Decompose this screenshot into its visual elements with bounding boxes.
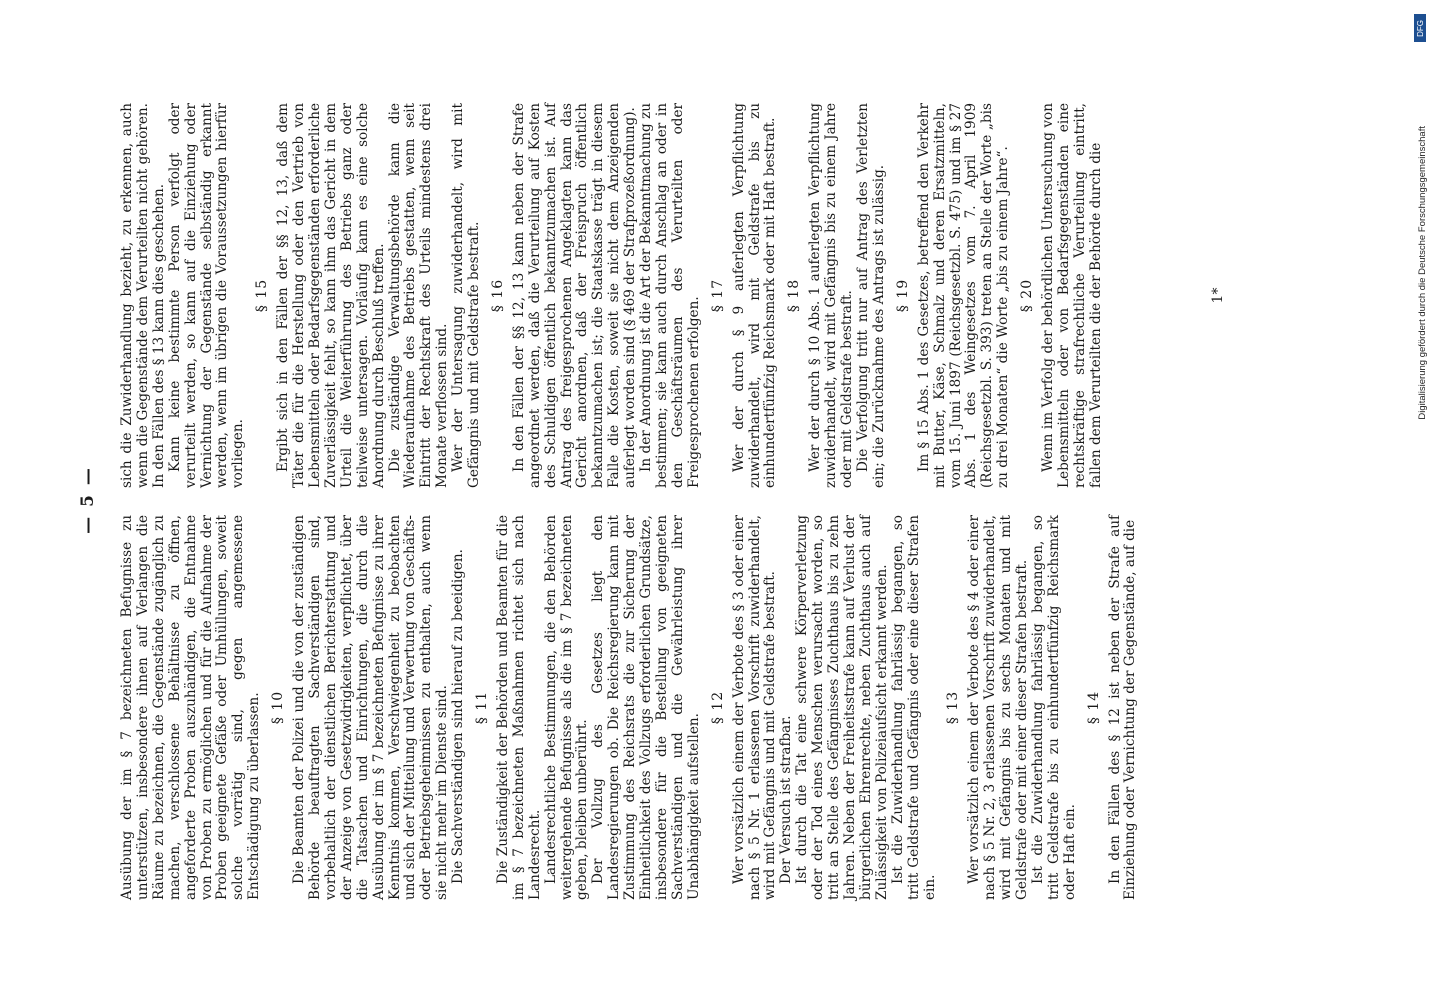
paragraph: Kann keine bestimmte Person verfolgt oder verurteilt werden, so kann auf die Einziehung oder Vernichtung der Gegenstände selbständig erkannt werden, wenn im übrigen die Voraussetzungen hierfür vorliegen. — [166, 103, 247, 488]
paragraph: Ist die Zuwiderhandlung fahrlässig begangen, so tritt Geldstrafe bis zu einhundertfünfzig Reichsmark oder Haft ein. — [1029, 515, 1078, 900]
paragraph: Landesrechtliche Bestimmungen, die den Behörden weitergehende Befugnisse als die im § 7 bezeichneten geben, bleiben unberührt. — [542, 515, 591, 900]
paragraph: Ist durch die Tat eine schwere Körperverletzung oder der Tod eines Menschen verursacht worden, so tritt an Stelle des Gefängnisses Zuchthaus bis zu zehn Jahren. Neben der Freiheitsstrafe kann auf Verlust der bürgerlichen Ehrenrechte, neben Zuchthaus auch auf Zulässigkeit von Polizeiaufsicht erkannt werden. — [794, 515, 890, 900]
paragraph: Im § 15 Abs. 1 des Gesetzes, betreffend den Verkehr mit Butter, Käse, Schmalz und deren Ersatzmitteln, vom 15. Juni 1897 (Reichsgesetzbl. S. 475) und im § 27 Abs. 1 des Weingesetzes vom 7. April 1909 (Reichsgesetzbl. S. 393) treten an Stelle der Worte „bis zu drei Monaten“ die Worte „bis zu einem Jahre“. — [915, 103, 1012, 488]
paragraph: In der Anordnung ist die Art der Bekanntmachung zu bestimmen; sie kann auch durch Anschlag an oder in den Geschäftsräumen des Verurteilten oder Freigesprochenen erfolgen. — [638, 103, 702, 488]
digitization-sidebar — [1412, 6, 1428, 994]
left-text-column — [120, 515, 1139, 900]
paragraph: Die Verfolgung tritt nur auf Antrag des Verletzten ein; die Zurücknahme des Antrags ist zulässig. — [854, 103, 887, 488]
page-number: — 5 — — [78, 466, 98, 534]
paragraph: Wer vorsätzlich einem der Verbote des § 3 oder einer nach § 5 Nr. 1 erlassenen Vorschrift zuwiderhandelt, wird mit Gefängnis und mit Geldstrafe bestraft. — [730, 515, 779, 900]
paragraph: Ergibt sich in den Fällen der §§ 12, 13, daß dem Täter die für die Herstellung oder den Vertrieb von Lebensmitteln oder Bedarfsgegenständen erforderliche Zuverlässigkeit fehlt, so kann ihm das Gericht in dem Urteil die Weiterführung des Betriebs ganz oder teilweise untersagen. Vorläufig kann es eine solche Anordnung durch Beschluß treffen. — [275, 103, 387, 488]
paragraph: Der Vollzug des Gesetzes liegt den Landesregierungen ob. Die Reichsregierung kann mit Zustimmung des Reichsrats die zur Sicherung der Einheitlichkeit des Vollzugs erforderlichen Grundsätze, insbesondere für die Bestellung von geeigneten Sachverständigen und die Gewährleistung ihrer Unabhängigkeit aufstellen. — [590, 515, 702, 900]
paragraph: Wer der durch § 10 Abs. 1 auferlegten Verpflichtung zuwiderhandelt, wird mit Gefängnis bis zu einem Jahre oder mit Geldstrafe bestraft. — [807, 103, 856, 488]
digitization-note: Digitalisierung gefördert durch die Deutsche Forschungsgemeinschaft — [1417, 126, 1428, 420]
paragraph: In den Fällen der §§ 12, 13 kann neben der Strafe angeordnet werden, daß die Verurteilung auf Kosten des Schuldigen öffentlich bekanntzumachen ist. Auf Antrag des freigesprochenen Angeklagten kann das Gericht anordnen, daß der Freispruch öffentlich bekanntzumachen ist; die Staatskasse trägt in diesem Falle die Kosten, soweit sie nicht dem Anzeigenden auferlegt worden sind (§ 469 der Strafprozeßordnung). — [510, 103, 639, 488]
dfg-logo — [1414, 14, 1426, 42]
section-heading-15: § 15 — [254, 278, 271, 313]
section-heading-11: § 11 — [474, 690, 491, 725]
section-heading-13: § 13 — [945, 690, 962, 725]
paragraph: Wer vorsätzlich einem der Verbote des § 4 oder einer nach § 5 Nr. 2, 3 erlassenen Vorschrift zuwiderhandelt, wird mit Gefängnis bis zu sechs Monaten und mit Geldstrafe oder mit einer dieser Strafen bestraft. — [966, 515, 1031, 900]
paragraph: Wenn im Verfolg der behördlichen Untersuchung von Lebensmitteln oder von Bedarfsgegenständen eine rechtskräftige strafrechtliche Verurteilung eintritt, fallen dem Verurteilten die der Behörde durch die — [1040, 103, 1104, 488]
section-heading-18: § 18 — [786, 278, 803, 313]
paragraph: Der Versuch ist strafbar. — [778, 715, 795, 884]
paragraph: Die zuständige Verwaltungsbehörde kann die Wiederaufnahme des Betriebs gestatten, wenn seit Eintritt der Rechtskraft des Urteils mindestens drei Monate verflossen sind. — [386, 103, 451, 488]
paragraph: Wer der Untersagung zuwiderhandelt, wird mit Gefängnis und mit Geldstrafe bestraft. — [450, 103, 483, 488]
section-heading-19: § 19 — [894, 278, 911, 313]
paragraph: Ausübung der im § 7 bezeichneten Befugnisse zu unterstützen, insbesondere ihnen auf Verlangen die Räume zu bezeichnen, die Gegenstände zugänglich zu machen, verschlossene Behältnisse zu öffnen, angeforderte Proben auszuhändigen, die Entnahme von Proben zu ermöglichen und für die Aufnahme der Proben geeignete Gefäße oder Umhüllungen, soweit solche vorrätig sind, gegen angemessene Entschädigung zu überlassen. — [119, 515, 263, 900]
paragraph: Die Sachverständigen sind hierauf zu beeidigen. — [450, 549, 467, 884]
dfg-logo-text: DFG — [1415, 19, 1425, 37]
section-heading-12: § 12 — [709, 690, 726, 725]
paragraph: Die Zuständigkeit der Behörden und Beamten für die im § 7 bezeichneten Maßnahmen richtet sich nach Landesrecht. — [494, 515, 543, 900]
section-heading-16: § 16 — [489, 278, 506, 313]
section-heading-14: § 14 — [1085, 690, 1102, 725]
footer-signature-mark: 1* — [1210, 287, 1226, 304]
right-text-column — [120, 103, 1105, 488]
paragraph: In den Fällen des § 12 ist neben der Strafe auf Einziehung oder Vernichtung der Gegenstände, auf die — [1106, 515, 1139, 900]
section-heading-17: § 17 — [709, 278, 726, 313]
paragraph: Wer der durch § 9 auferlegten Verpflichtung zuwiderhandelt, wird mit Geldstrafe bis zu einhundertfünfzig Reichsmark oder mit Haft bestraft. — [730, 103, 779, 488]
section-heading-10: § 10 — [270, 690, 287, 725]
paragraph: Die Beamten der Polizei und die von der zuständigen Behörde beauftragten Sachverständigen sind, vorbehaltlich der dienstlichen Berichterstattung und der Anzeige von Gesetzwidrigkeiten, verpflichtet, über die Tatsachen und Einrichtungen, die durch die Ausübung der im § 7 bezeichneten Befugnisse zu ihrer Kenntnis kommen, Verschwiegenheit zu beobachten und sich der Mitteilung und Verwertung von Geschäfts- oder Betriebsgeheimnissen zu enthalten, auch wenn sie nicht mehr im Dienste sind. — [291, 515, 451, 900]
paragraph: Ist die Zuwiderhandlung fahrlässig begangen, so tritt Geldstrafe und Gefängnis oder eine dieser Strafen ein. — [889, 515, 938, 900]
paragraph: sich die Zuwiderhandlung bezieht, zu erkennen, auch wenn die Gegenstände dem Verurteilten nicht gehören. In den Fällen des § 13 kann dies geschehen. — [119, 103, 167, 488]
section-heading-20: § 20 — [1019, 278, 1036, 313]
